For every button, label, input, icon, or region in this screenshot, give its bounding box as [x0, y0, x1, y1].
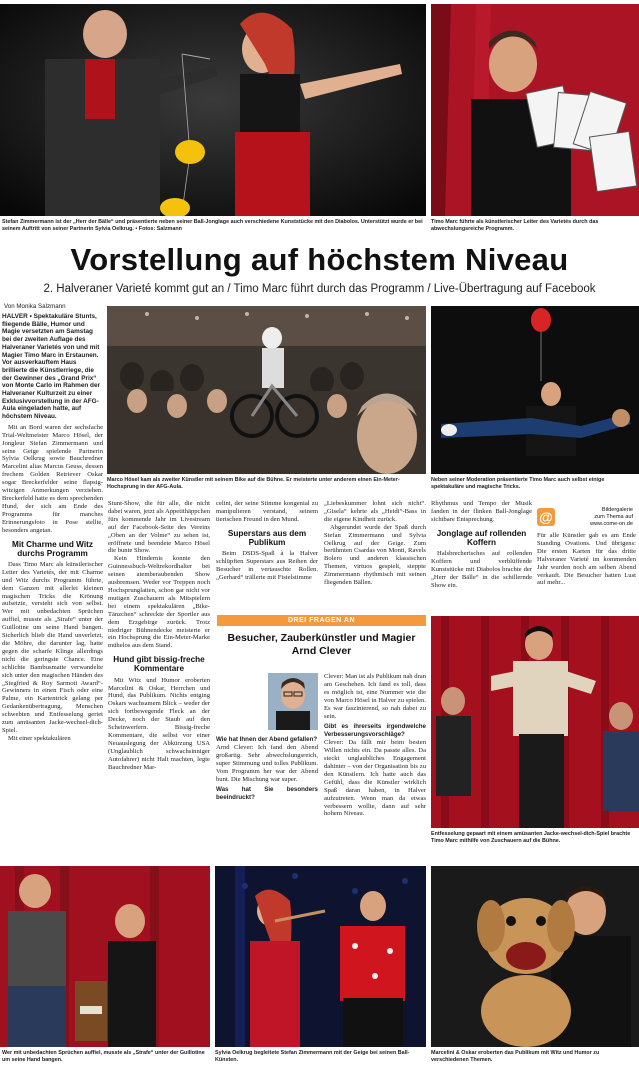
photo-levitation	[431, 306, 639, 474]
caption-photo8: Marcelini & Oskar eroberten das Publikum mit Witz und Humor zu verschiedenen Themen.	[431, 1050, 600, 1063]
photo-arnd-clever-portrait	[268, 673, 318, 730]
paragraph: Halsbrecherisches auf rollenden Koffern und verblüffende Kunststücke mit Diabolos brachte der „Herr der Bälle“ in die schillernde Show ein.	[431, 550, 532, 589]
photo-violin	[215, 866, 426, 1047]
column-5	[431, 500, 532, 612]
paragraph: Stunt-Show, die für alle, die nicht dabei waren, jetzt als Appetithäppchen fürs kommende Jahr im Livestream auf der Facebook-Seite des Vereins „Oben an der Volme“ zu sehen ist, eröffnete und beendete Marco Hösel die bunte Show.	[108, 500, 210, 555]
interview-question: Wie hat Ihnen der Abend gefallen?	[216, 736, 318, 743]
paragraph: Mit einer spektakulären	[8, 734, 71, 742]
photo-escape-jacket	[431, 616, 639, 828]
column-1	[2, 313, 103, 858]
photo-ventriloquist-dog	[431, 866, 639, 1047]
photo-juggler-diabolo	[0, 4, 426, 216]
photo-timo-marc-cards	[431, 4, 639, 216]
paragraph: Beim DSDS-Spaß à la Halver schlüpften Superstars aus Reihen der Besucher in vertauschte Rollen. „Gerhard“ trällerte mit Fistelstimme	[216, 550, 318, 581]
column-2	[108, 500, 210, 860]
subheading: Hund gibt bissig-freche Kommentare	[113, 655, 205, 674]
interview-question: Gibt es ihrerseits irgendwelche Verbesserungsvorschläge?	[324, 723, 426, 739]
interview-column-1	[216, 733, 318, 861]
caption-photo3: Marco Hösel kam als zweiter Künstler mit seinem Bike auf die Bühne. Er meisterte unter anderem einen Ein-Meter-Hochsprung in der AFG-Aula.	[107, 477, 400, 490]
paragraph: Dass Timo Marc als künstlerischer Leiter des Varietés, der mit Charme und Witz durchs Programm führte, dem Ganzen mit allerlei kleinen magischen Tricks die Krönung aufsetzte, versteht sich von selbst. Wer mit unbedachten Sprüchen auffiel, musste als „Strafe“ unter der Guillotine um seine Hand bangen. Sicherlich blieb die Hand unverletzt, die Möhre, die darunter lag, hatte gegen die scharfe Klinge allerdings nicht die geringste Chance. Eine schlichte Bambusmatte verwandelte sich unter den magischen Händen des „Siegfried & Roy Sarmoti Award“-Gewinners in einen Fisch oder eine Palme, ein Kartentrick gelang per Gedankenübertragung, Menschen schwebten und Entfesselung geriet zum amüsanten Jacke-wechsel-dich-Spiel.	[2, 560, 103, 734]
subheadline: 2. Halveraner Varieté kommt gut an / Timo Marc führt durch das Programm / Live-Übertragung auf Facebook	[43, 283, 596, 295]
column-6	[537, 532, 636, 612]
subheading: Superstars aus dem Publikum	[227, 528, 307, 547]
subheading: Jonglage auf rollenden Koffern	[436, 528, 527, 547]
interview-answer: Arnd Clever: Ich fand den Abend großartig. Sehr abwechslungsreich, super Stimmung und tolles Publikum. Vom Programm her war der Abend bunt. Die Mischung war super.	[216, 743, 318, 783]
interview-question: Was hat Sie besonders beeindruckt?	[216, 786, 318, 802]
paragraph: Kein Hindernis konnte den Guinnessbuch-Weltrekordhalter bei seinen atemberaubenden Show ausbremsen. Weder vor Treppen noch Hochsprunglatten, schon gar nicht vor mutigen Zuschauern als Mitspielern bei einem spektakulären „Bike-Tänzchen“ schreckte der Sportler aus dem Erzgebirge zurück. Trotz niedriger Bühnendecke meisterte er ein Hochsprung die Ein-Meter-Marke mühelos aus dem Stand.	[108, 555, 210, 650]
interview-answer: Clever: Da fällt mir beim besten Willen nichts ein. Da passte alles. Da steckt unglaubliches Engagement dahinter – von der Organisation bis zu den Künstlern. Ich hatte auch das Gefühl, dass die Künstler wirklich Spaß daran haben, in Halver aufzutreten. Wenn man da etwas verbessern wollte, dann auf sehr hohem Niveau.	[324, 739, 426, 818]
at-icon: @	[537, 508, 555, 526]
interview-answer: Clever: Man ist als Publikum nah dran am Geschehen. Ich fand es toll, dass es möglich ist, eine Nummer wie die von Marco Hösel in Halver zu spielen. Es war faszinierend, so nah dabei zu sein.	[324, 673, 426, 720]
lead-paragraph: HALVER • Spektakuläre Stunts, fliegende Bälle, Humor und Magie versetzten am Samstag bei der zweiten Auflage des Halveraner Varietés von und mit Magier Timo Marc in Erstaunen. Vor ausverkauftem Haus brillierte die Künstlerriege, die der Gewinner des „Grand Prix“ von Monte Carlo im Rahmen der Halveraner Kulturzeit zu einer Exklusivvorstellung in der AFG-Aula eingeladen hatte, auf höchstem Niveau.	[2, 313, 101, 421]
paragraph: Für alle Künstler gab es am Ende Standing Ovations. Und übrigens: Die ersten Karten für das dritte Halveraner Varieté im kommenden Jahr wurden noch am selben Abend verkauft. Die Besucher hatten Lust auf mehr...	[537, 532, 636, 587]
photo-bike-trial	[107, 306, 426, 474]
paragraph: „Liebeskummer lohnt sich nicht“. „Gisela“ kehrte als „Heidi“-Bass in die eigene Kindheit zurück.	[324, 500, 426, 523]
photo-guillotine	[0, 866, 210, 1047]
caption-photo1: Stefan Zimmermann ist der „Herr der Bälle“ und präsentierte neben seiner Ball-Jonglage auch verschiedene Kunststücke mit den Diabolos. Unterstützt wurde er bei seinem Auftritt von seiner Partnerin Sylvia Oelkrug. • Fotos: Salzmann	[2, 219, 423, 232]
column-4	[324, 500, 426, 612]
caption-photo4: Neben seiner Moderation präsentierte Timo Marc auch selbst einige spektakuläre und magische Tricks.	[431, 477, 605, 490]
gallery-link-box[interactable]	[537, 507, 635, 527]
caption-photo6: Wer mit unbedachten Sprüchen auffiel, musste als „Strafe“ unter der Guillotine um seine Hand bangen.	[2, 1050, 205, 1063]
gallery-line-2: zum Thema auf	[594, 514, 633, 520]
caption-photo7: Sylvia Oelkrug begleitete Stefan Zimmermann mit der Geige bei seinen Ball-Künsten.	[215, 1050, 410, 1063]
gallery-line-1: Bildergalerie	[601, 507, 633, 513]
subheading: Mit Charme und Witz durchs Programm	[12, 539, 93, 558]
paragraph: Rhythmus und Tempo der Musik fanden in der flinken Ball-Jonglage sichtbare Entsprechung.	[431, 500, 532, 523]
caption-photo2: Timo Marc führte als künstlerischer Leiter des Varietés durch das abwechslungsreiche Programm.	[431, 219, 599, 232]
column-3	[216, 500, 318, 612]
caption-photo5: Entfesselung gepaart mit einem amüsanten Jacke-wechsel-dich-Spiel brachte Timo Marc mithilfe von Zuschauern auf die Bühne.	[431, 831, 631, 844]
byline: Von Monika Salzmann	[4, 303, 66, 310]
interview-column-2	[324, 673, 426, 861]
headline: Vorstellung auf höchstem Niveau	[70, 242, 569, 277]
paragraph: celini, der seine Stimme kongenial zu manipulieren verstand, seinem tierischen Freund in den Mund.	[216, 500, 318, 523]
gallery-url[interactable]: www.come-on.de	[590, 521, 633, 527]
paragraph: Abgerundet wurde der Spaß durch Stefan Zimmermann und Sylvia Oelkrug auf der Geige. Zum berühmten Csardas von Monti, Ravels Bolero und anderen klassischen Themen, virtuos gespielt, steppte Zimmermann rhythmisch mit seinen fliegenden Bällen.	[324, 523, 426, 587]
paragraph: Mit an Bord waren der sechsfache Trial-Weltmeister Marco Hösel, der Jongleur Stefan Zimmermann und seine Geige spielende Partnerin Sylvia Oelkrug sowie Bauchredner Marcelini alias Marcus Geuss, dessen frechem Golden Retriever Oskar sogar Breckerfelder seine flapsig-witzigen Anmerkungen verziehen. Breckerfeld hatte es dem sprechenden Hund, der sich am Ende des Programms für manches Erinnerungsfoto in Pose stellte, besonders angetan.	[2, 423, 103, 534]
interview-title: Besucher, Zauberkünstler und Magier Arnd Clever	[227, 632, 416, 657]
interview-label: DREI FRAGEN AN	[217, 615, 426, 626]
paragraph: Mit Witz und Humor eroberten Marcelini & Oskar, Herrchen und Hund, das Publikum. Nichts entging Oskars wachsamem Blick – weder der sich fortbewegende Fleck an der Decke, noch der Staub auf den Scheinwerfern. Bissig-freche Kommentare, die selbst vor einer Neuauslegung der Abkürzung USA (Unglaublich schwachsinniger Autofahrer) nicht Halt machten, legte Bauchredner Mar-	[108, 676, 210, 771]
